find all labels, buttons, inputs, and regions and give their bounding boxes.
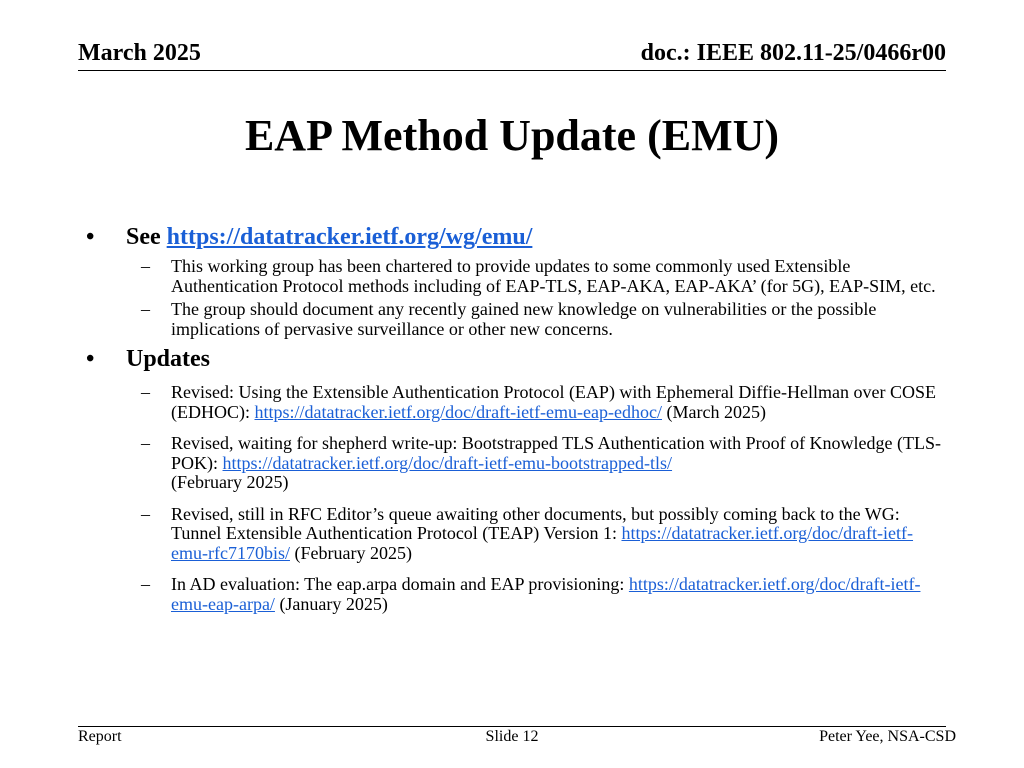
bullet-marker: • (86, 224, 95, 250)
footer-report: Report (78, 728, 122, 745)
dash-marker: – (141, 299, 150, 319)
update-teap (86, 505, 946, 564)
update-eap-arpa-date: (January 2025) (274, 593, 388, 614)
header-date: March 2025 (78, 40, 201, 66)
update-teap-text: Revised, still in RFC Editor’s queue awaiting other documents, but possibly coming back to the WG: Tunnel Extensible Authentication Protocol (TEAP) Version 1: (171, 503, 900, 543)
update-teap-date: (February 2025) (289, 542, 412, 563)
header-doc-id: doc.: IEEE 802.11-25/0466r00 (640, 40, 946, 66)
eap-arpa-link[interactable]: https://datatracker.ietf.org/doc/draft-ietf-emu-eap-arpa/ (171, 574, 921, 614)
bullet-see-prefix: See (126, 224, 167, 250)
bullet-updates (86, 343, 946, 375)
sub-vulnerabilities-text: The group should document any recently gained new knowledge on vulnerabilities or the possible implications of pervasive surveillance or other new concerns. (171, 299, 877, 339)
dash-marker: – (141, 256, 150, 276)
update-edhoc (86, 383, 946, 422)
dash-marker: – (141, 503, 150, 524)
sub-charter (86, 257, 946, 296)
update-edhoc-date: (March 2025) (662, 401, 766, 422)
dash-marker: – (141, 574, 150, 594)
slide-body (86, 221, 946, 614)
update-edhoc-text: Revised: Using the Extensible Authentication Protocol (EAP) with Ephemeral Diffie-Hellman over COSE (EDHOC): (171, 382, 937, 422)
dash-marker: – (141, 433, 150, 453)
footer-author: Peter Yee, NSA-CSD (819, 728, 956, 745)
bullet-updates-label: Updates (126, 346, 211, 372)
sub-charter-text: This working group has been chartered to provide updates to some commonly used Extensible Authentication Protocol methods including of EAP-TLS, EAP-AKA, EAP-AKA’ (for 5G), EAP-SIM, etc. (171, 256, 936, 296)
bullet-marker: • (86, 346, 95, 372)
bullet-see (86, 221, 946, 253)
update-eap-arpa-text: In AD evaluation: The eap.arpa domain and EAP provisioning: (171, 574, 629, 594)
dash-marker: – (141, 382, 150, 402)
update-eap-arpa (86, 575, 946, 614)
header-divider (78, 70, 946, 71)
bootstrapped-tls-link[interactable]: https://datatracker.ietf.org/doc/draft-ietf-emu-bootstrapped-tls/ (222, 452, 673, 473)
update-tls-pok-date: (February 2025) (171, 472, 289, 492)
update-tls-pok (86, 434, 946, 493)
edhoc-link[interactable]: https://datatracker.ietf.org/doc/draft-ietf-emu-eap-edhoc/ (254, 401, 662, 422)
sub-vulnerabilities (86, 300, 946, 339)
slide-title: EAP Method Update (EMU) (244, 111, 780, 160)
rfc7170bis-link[interactable]: https://datatracker.ietf.org/doc/draft-ietf-emu-rfc7170bis/ (171, 523, 914, 563)
footer-slide-number: Slide 12 (485, 728, 539, 745)
emu-wg-link[interactable]: https://datatracker.ietf.org/wg/emu/ (166, 224, 533, 250)
update-tls-pok-text: Revised, waiting for shepherd write-up: Bootstrapped TLS Authentication with Proof of Knowledge (TLS-POK): (171, 433, 942, 473)
footer-divider (78, 726, 946, 727)
